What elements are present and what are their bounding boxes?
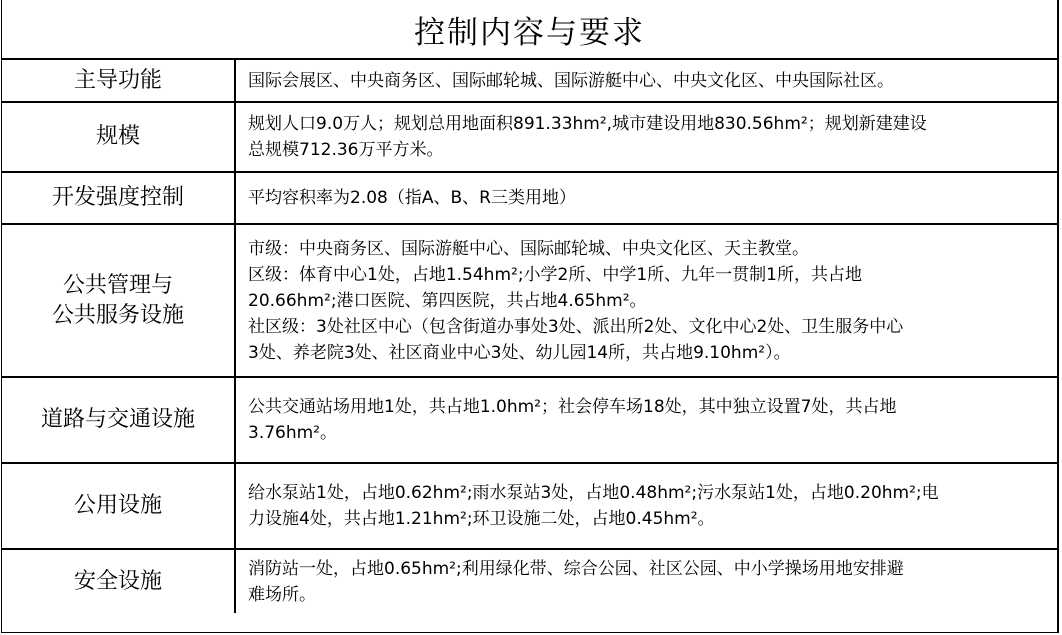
content-line: 力设施4处，共占地1.21hm²;环卫设施二处，占地0.45hm²。: [248, 509, 715, 529]
row-label: [2, 172, 235, 224]
row-content: [235, 172, 1057, 224]
row-label: [2, 60, 235, 102]
table-row: [2, 102, 1057, 172]
row-label-line: 道路与交通设施: [40, 407, 195, 432]
row-content: [235, 224, 1057, 377]
row-label: [2, 224, 235, 377]
content-line: 区级：体育中心1处，占地1.54hm²;小学2所、中学1所、九年一贯制1所，共占地: [248, 264, 862, 285]
table-row: [2, 60, 1057, 102]
row-label-line: 规模: [95, 124, 140, 149]
content-line: 给水泵站1处，占地0.62hm²;雨水泵站3处，占地0.48hm²;污水泵站1处，占地0.20hm²;电: [248, 483, 939, 503]
row-label-line: 安全设施: [73, 568, 162, 594]
row-content: [235, 549, 1057, 613]
row-label: [2, 102, 235, 172]
row-content: [235, 60, 1057, 102]
control-requirements-table-frame: [1, 0, 1059, 633]
content-line: 平均容积率为2.08（指A、B、R三类用地）: [248, 188, 576, 208]
table-row: [2, 377, 1057, 463]
row-label: [2, 549, 235, 613]
row-label-line: 主导功能: [73, 67, 162, 93]
content-line: 3处、养老院3处、社区商业中心3处、幼儿园14所，共占地9.10hm²）。: [248, 342, 791, 363]
row-label-line: 公共服务设施: [51, 302, 184, 328]
row-label-line: 开发强度控制: [51, 185, 184, 210]
content-line: 3.76hm²。: [248, 423, 338, 443]
content-line: 规划人口9.0万人；规划总用地面积891.33hm²,城市建设用地830.56hm²；规划新建建设: [248, 114, 927, 134]
content-line: 国际会展区、中央商务区、国际邮轮城、国际游艇中心、中央文化区、中央国际社区。: [248, 70, 894, 91]
row-content: [235, 377, 1057, 463]
content-line: 总规模712.36万平方米。: [248, 140, 444, 160]
table-row: [2, 224, 1057, 377]
row-label: [2, 377, 235, 463]
row-content: [235, 463, 1057, 549]
content-line: 市级：中央商务区、国际游艇中心、国际邮轮城、中央文化区、天主教堂。: [248, 238, 809, 259]
table-row: [2, 172, 1057, 224]
table-row: [2, 463, 1057, 549]
requirements-table: [2, 60, 1057, 613]
content-line: 难场所。: [248, 584, 316, 605]
row-label: [2, 463, 235, 549]
content-line: 20.66hm²;港口医院、第四医院，共占地4.65hm²。: [248, 290, 647, 311]
content-line: 公共交通站场用地1处，共占地1.0hm²；社会停车场18处，其中独立设置7处，共占地: [248, 397, 897, 417]
row-label-line: 公共管理与: [62, 272, 173, 298]
content-line: 社区级：3处社区中心（包含街道办事处3处、派出所2处、文化中心2处、卫生服务中心: [248, 316, 904, 337]
content-line: 消防站一处，占地0.65hm²;利用绿化带、综合公园、社区公园、中小学操场用地安排避: [248, 558, 904, 579]
row-label-line: 公用设施: [73, 493, 162, 518]
row-content: [235, 102, 1057, 172]
table-row: [2, 549, 1057, 613]
table-title: 控制内容与要求: [2, 0, 1057, 60]
